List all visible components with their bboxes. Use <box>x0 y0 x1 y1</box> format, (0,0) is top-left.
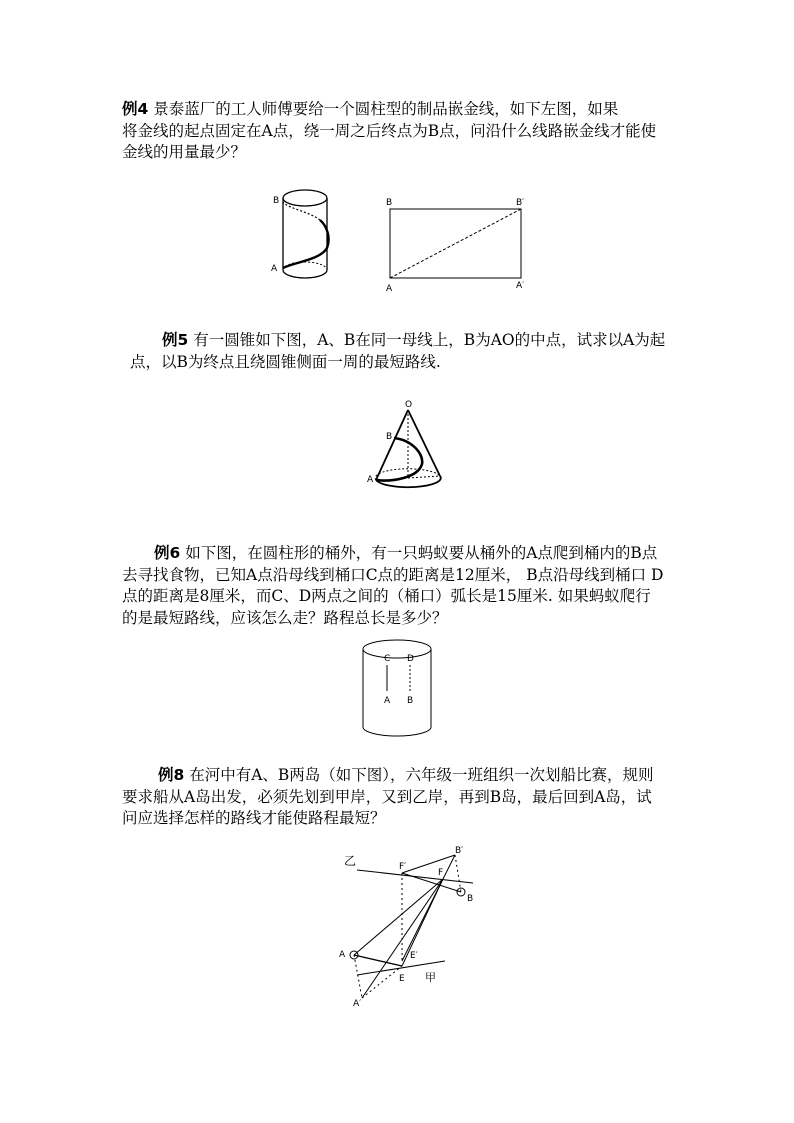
label-C: C <box>384 654 391 664</box>
river-islands-figure <box>335 843 495 1013</box>
example-6-line-1: 如下图，在圆柱形的桶外，有一只蚂蚁要从桶外的A点爬到桶内的B点 <box>180 544 658 562</box>
label-A: A <box>271 264 278 274</box>
unrolled-rectangle-figure <box>378 196 538 296</box>
label-B: B <box>467 894 474 904</box>
example-8-line-3: 问应选择怎样的路线才能使路程最短？ <box>122 809 386 827</box>
label-yi: 乙 <box>344 854 357 868</box>
label-B: B <box>386 198 393 208</box>
bucket-cylinder-figure <box>355 635 440 745</box>
label-F-prime: F′ <box>399 862 407 872</box>
example-6-number: 例6 <box>154 544 181 562</box>
example-8-text <box>122 765 682 830</box>
example-8-number: 例8 <box>158 766 185 784</box>
label-B: B <box>407 696 414 706</box>
label-A: A <box>384 696 391 706</box>
label-E: E <box>399 974 405 984</box>
label-B-prime: B′ <box>516 198 525 208</box>
example-5-text <box>122 330 682 373</box>
label-F: F <box>438 868 444 878</box>
label-A-prime: A′ <box>353 999 362 1009</box>
label-A: A <box>367 475 374 485</box>
label-D: D <box>407 654 414 664</box>
label-A: A <box>339 950 346 960</box>
example-8-line-2: 要求船从A岛出发，必须先划到甲岸，又到乙岸，再到B岛，最后回到A岛，试 <box>122 787 652 806</box>
example-4-text <box>122 99 682 164</box>
example-5-line-1: 有一圆锥如下图，A、B在同一母线上，B为AO的中点，试求以A为起 <box>188 331 666 349</box>
label-O: O <box>405 400 413 410</box>
example-5-number: 例5 <box>162 331 189 349</box>
label-A: A <box>386 284 393 294</box>
example-4-line-2: 将金线的起点固定在A点，绕一周之后终点为B点，问沿什么线路嵌金线才能使 <box>122 121 657 140</box>
example-6-line-2: 去寻找食物，已知A点沿母线到桶口C点的距离是12厘米， B点沿母线到桶口 D <box>122 565 664 584</box>
cylinder-helix-figure <box>265 180 345 290</box>
helix-front-path <box>283 220 329 268</box>
example-6-line-3: 点的距离是8厘米，而C、D两点之间的（桶口）弧长是15厘米. 如果蚂蚁爬行 <box>122 587 651 605</box>
example-8-line-1: 在河中有A、B两岛（如下图），六年级一班组织一次划船比赛，规则 <box>184 766 654 784</box>
label-E-prime: E′ <box>410 951 418 961</box>
cone-figure <box>362 398 452 498</box>
example-6-line-4: 的是最短路线，应该怎么走？路程总长是多少？ <box>122 608 448 627</box>
example-5-line-2: 点，以B为终点且绕圆锥侧面一周的最短路线. <box>130 352 441 371</box>
cylinder-top-ellipse <box>283 190 327 206</box>
bank-yi <box>357 870 473 883</box>
label-B-prime: B′ <box>455 846 464 856</box>
example-4-line-1: 景泰蓝厂的工人师傅要给一个圆柱型的制品嵌金线，如下左图，如果 <box>148 100 619 118</box>
label-A-prime: A′ <box>516 281 525 291</box>
label-B: B <box>273 196 280 206</box>
label-jia: 甲 <box>425 971 436 984</box>
example-6-text <box>122 543 682 629</box>
cone-shortest-path <box>376 438 422 480</box>
example-4-number: 例4 <box>122 100 149 118</box>
example-4-line-3: 金线的用量最少？ <box>122 143 247 161</box>
diagonal-path <box>390 209 521 278</box>
label-B: B <box>386 432 393 442</box>
